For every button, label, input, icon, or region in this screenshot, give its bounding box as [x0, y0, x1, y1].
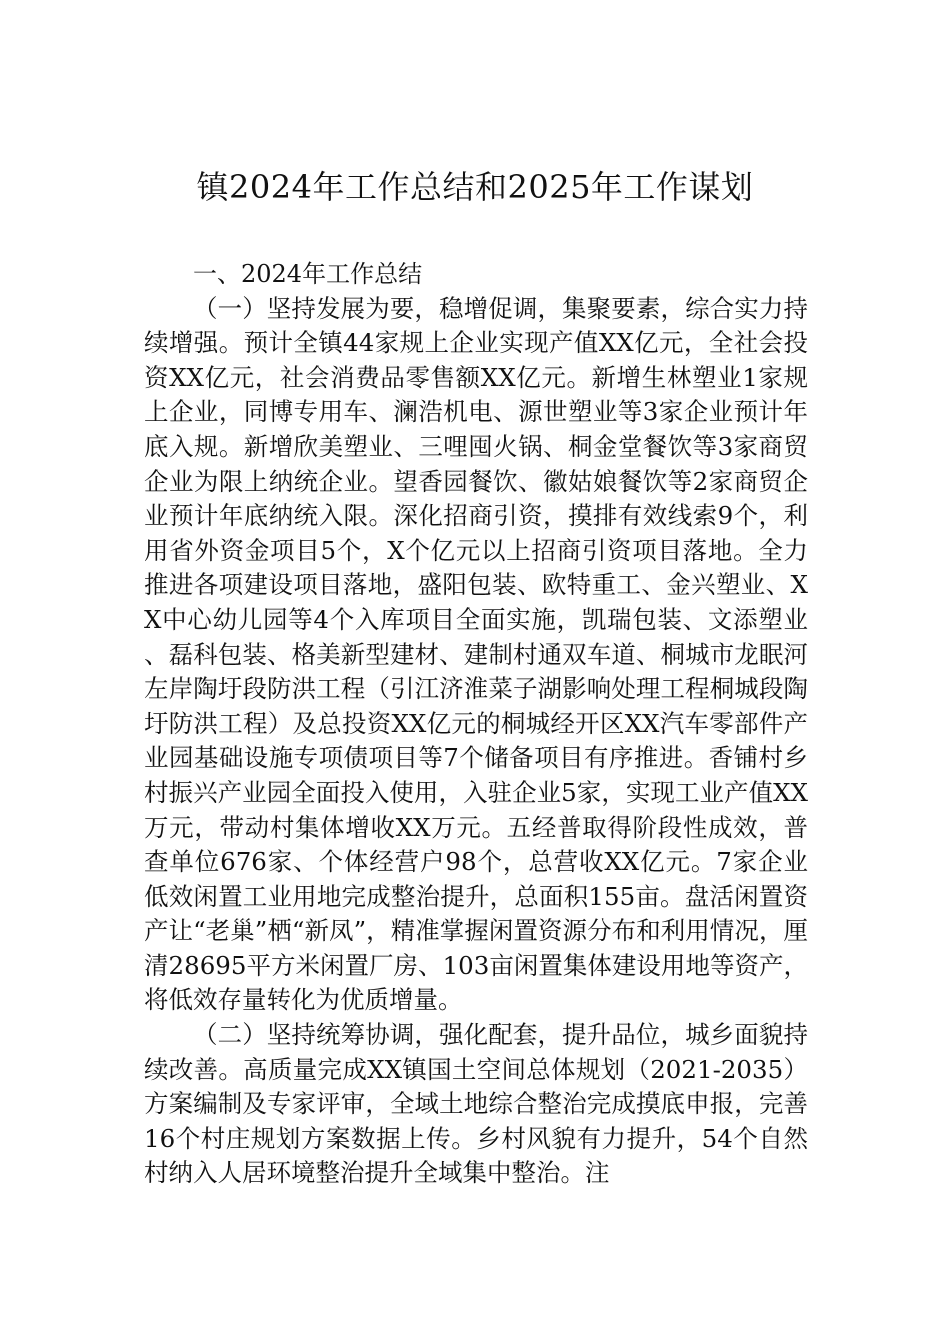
paragraph-economy: （一）坚持发展为要，稳增促调，集聚要素，综合实力持续增强。预计全镇44家规上企业实现产值XX亿元，全社会投资XX亿元，社会消费品零售额XX亿元。新增生林塑业1家规上企业，同博专用车、澜浩机电、源世塑业等3家企业预计年底入规。新增欣美塑业、三哩囤火锅、桐金堂餐饮等3家商贸企业为限上纳统企业。望香园餐饮、徽姑娘餐饮等2家商贸企业预计年底纳统入限。深化招商引资，摸排有效线索9个，利用省外资金项目5个，X个亿元以上招商引资项目落地。全力推进各项建设项目落地，盛阳包装、欧特重工、金兴塑业、XX中心幼儿园等4个入库项目全面实施，凯瑞包装、文添塑业、磊科包装、格美新型建材、建制村通双车道、桐城市龙眠河左岸陶圩段防洪工程（引江济淮菜子湖影响处理工程桐城段陶圩防洪工程）及总投资XX亿元的桐城经开区XX汽车零部件产业园基础设施专项债项目等7个储备项目有序推进。香铺村乡村振兴产业园全面投入使用，入驻企业5家，实现工业产值XX万元，带动村集体增收XX万元。五经普取得阶段性成效，普查单位676家、个体经营户98个，总营收XX亿元。7家企业低效闲置工业用地完成整治提升，总面积155亩。盘活闲置资产让“老巢”栖“新凤”，精准掌握闲置资源分布和利用情况，厘清28695平方米闲置厂房、103亩闲置集体建设用地等资产，将低效存量转化为优质增量。: [144, 293, 808, 1015]
paragraph-urban-rural: （二）坚持统筹协调，强化配套，提升品位，城乡面貌持续改善。高质量完成XX镇国土空间总体规划（2021-2035）方案编制及专家评审，全域土地综合整治完成摸底申报，完善16个村庄规划方案数据上传。乡村风貌有力提升，54个自然村纳入人居环境整治提升全域集中整治。注: [144, 1020, 808, 1188]
document-title: 镇2024年工作总结和2025年工作谋划: [196, 168, 754, 206]
section-heading-summary: 一、2024年工作总结: [193, 260, 423, 288]
document-body: [144, 257, 808, 1191]
